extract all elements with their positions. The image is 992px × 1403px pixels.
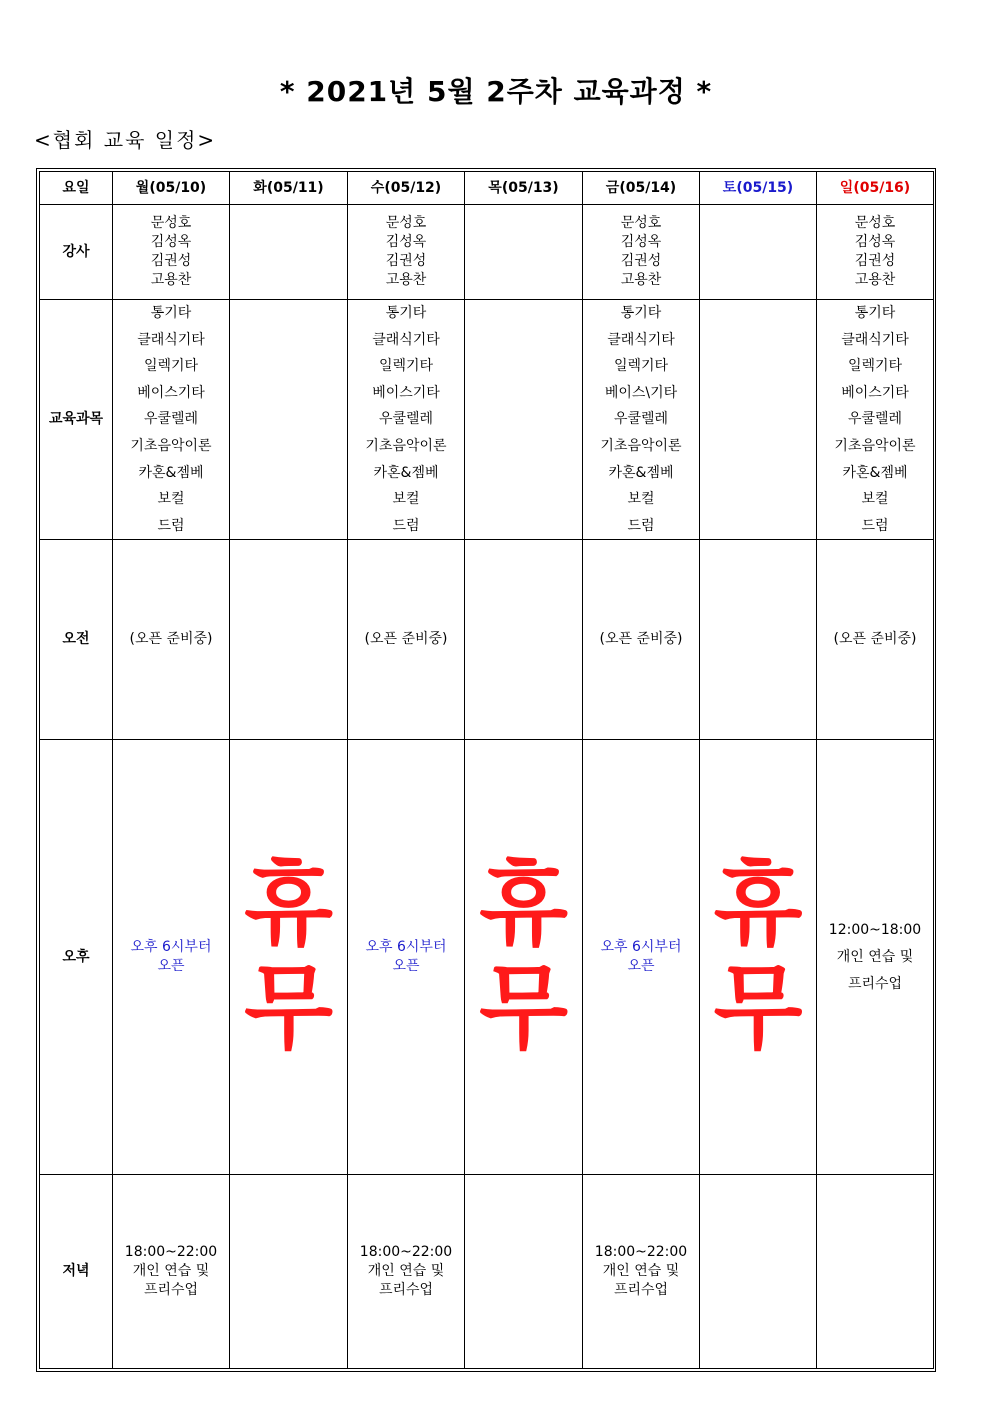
course-item: 우쿨렐레 (613, 411, 669, 428)
header-row (40, 172, 934, 205)
course-item: 베이스\기타 (604, 384, 678, 401)
course-item: 기초음악이론 (130, 437, 212, 454)
rest-char: 휴 (713, 851, 803, 959)
instructor-name: 문성호 (385, 215, 427, 231)
morning-sun: (오픈 준비중) (817, 540, 934, 740)
evening-row (40, 1175, 934, 1369)
afternoon-sat-rest (700, 740, 817, 1175)
evening-desc: 프리수업 (378, 1282, 434, 1299)
instructors-mon (113, 205, 230, 300)
instructor-name: 김성옥 (620, 234, 662, 250)
course-item: 우쿨렐레 (143, 411, 199, 428)
afternoon-sun (817, 740, 934, 1175)
instructor-name: 문성호 (620, 215, 662, 231)
course-item: 베이스기타 (372, 384, 440, 401)
instructors-row (40, 205, 934, 300)
afternoon-thu-rest (465, 740, 583, 1175)
instructor-name: 고용찬 (620, 272, 662, 288)
day-fri: 금(05/14) (583, 172, 700, 205)
evening-fri (583, 1175, 700, 1369)
course-item: 클래식기타 (841, 331, 909, 348)
instructor-name: 문성호 (854, 215, 896, 231)
day-wed: 수(05/12) (348, 172, 465, 205)
day-sun: 일(05/16) (817, 172, 934, 205)
row-label-courses: 교육과목 (40, 300, 113, 540)
morning-sat (700, 540, 817, 740)
afternoon-wed (348, 740, 465, 1175)
header-label: 요일 (40, 172, 113, 205)
course-item: 보컬 (627, 491, 655, 508)
day-sat: 토(05/15) (700, 172, 817, 205)
instructor-name: 문성호 (150, 215, 192, 231)
course-item: 일렉기타 (143, 358, 199, 375)
instructor-name: 김권성 (150, 253, 192, 269)
rest-char: 무 (244, 955, 333, 1063)
rest-char: 무 (713, 955, 803, 1063)
courses-sun (817, 300, 934, 540)
afternoon-open-line: 오후 6시부터 (365, 939, 447, 956)
evening-time: 18:00~22:00 (124, 1244, 218, 1261)
course-item: 드럼 (392, 517, 420, 534)
instructors-sun (817, 205, 934, 300)
afternoon-mon (113, 740, 230, 1175)
afternoon-tue-rest (230, 740, 348, 1175)
course-item: 카혼&젬베 (373, 464, 439, 481)
instructor-name: 김권성 (385, 253, 427, 269)
course-item: 통기타 (385, 305, 427, 321)
rest-char: 무 (479, 955, 568, 1063)
course-item: 일렉기타 (378, 358, 434, 375)
course-item: 드럼 (627, 517, 655, 534)
course-item: 기초음악이론 (600, 437, 682, 454)
sunday-desc: 개인 연습 및 (836, 948, 914, 965)
day-tue: 화(05/11) (230, 172, 348, 205)
row-label-evening: 저녁 (40, 1175, 113, 1369)
course-item: 클래식기타 (137, 331, 205, 348)
day-mon: 월(05/10) (113, 172, 230, 205)
instructors-tue (230, 205, 348, 300)
courses-mon (113, 300, 230, 540)
sunday-desc: 프리수업 (847, 975, 903, 992)
courses-thu (465, 300, 583, 540)
evening-wed (348, 1175, 465, 1369)
course-item: 통기타 (150, 305, 192, 321)
row-label-afternoon: 오후 (40, 740, 113, 1175)
course-item: 베이스기타 (137, 384, 205, 401)
evening-desc: 프리수업 (613, 1282, 669, 1299)
afternoon-open-line: 오픈 (392, 958, 420, 975)
evening-thu (465, 1175, 583, 1369)
courses-sat (700, 300, 817, 540)
evening-time: 18:00~22:00 (359, 1244, 453, 1261)
rest-char: 휴 (244, 851, 333, 959)
courses-wed (348, 300, 465, 540)
instructor-name: 김성옥 (385, 234, 427, 250)
page-title: * 2021년 5월 2주차 교육과정 * (279, 75, 713, 108)
course-item: 클래식기타 (607, 331, 675, 348)
evening-tue (230, 1175, 348, 1369)
day-thu: 목(05/13) (465, 172, 583, 205)
course-item: 클래식기타 (372, 331, 440, 348)
sunday-time: 12:00~18:00 (828, 921, 922, 938)
course-item: 기초음악이론 (365, 437, 447, 454)
course-item: 카혼&젬베 (608, 464, 674, 481)
afternoon-open-line: 오픈 (627, 958, 655, 975)
instructor-name: 김성옥 (150, 234, 192, 250)
courses-tue (230, 300, 348, 540)
course-item: 보컬 (392, 491, 420, 508)
section-subtitle: <협회 교육 일정> (34, 128, 217, 152)
course-item: 일렉기타 (613, 358, 669, 375)
row-label-instructors: 강사 (40, 205, 113, 300)
instructor-name: 김권성 (620, 253, 662, 269)
evening-sat (700, 1175, 817, 1369)
courses-fri (583, 300, 700, 540)
evening-desc: 개인 연습 및 (132, 1263, 210, 1280)
morning-mon: (오픈 준비중) (113, 540, 230, 740)
instructor-name: 김성옥 (854, 234, 896, 250)
courses-row (40, 300, 934, 540)
instructors-sat (700, 205, 817, 300)
instructors-wed (348, 205, 465, 300)
evening-mon (113, 1175, 230, 1369)
afternoon-row (40, 740, 934, 1175)
rest-char: 휴 (479, 851, 568, 959)
morning-row (40, 540, 934, 740)
afternoon-fri (583, 740, 700, 1175)
instructor-name: 고용찬 (385, 272, 427, 288)
course-item: 베이스기타 (841, 384, 909, 401)
morning-fri: (오픈 준비중) (583, 540, 700, 740)
instructors-thu (465, 205, 583, 300)
evening-desc: 개인 연습 및 (602, 1263, 680, 1280)
schedule-table (39, 171, 934, 1369)
morning-tue (230, 540, 348, 740)
course-item: 기초음악이론 (834, 437, 916, 454)
instructor-name: 김권성 (854, 253, 896, 269)
afternoon-open-line: 오후 6시부터 (600, 939, 682, 956)
afternoon-open-line: 오픈 (157, 958, 185, 975)
course-item: 보컬 (861, 491, 889, 508)
row-label-morning: 오전 (40, 540, 113, 740)
course-item: 우쿨렐레 (378, 411, 434, 428)
course-item: 일렉기타 (847, 358, 903, 375)
evening-time: 18:00~22:00 (594, 1244, 688, 1261)
course-item: 우쿨렐레 (847, 411, 903, 428)
course-item: 드럼 (157, 517, 185, 534)
course-item: 통기타 (620, 305, 662, 321)
morning-thu (465, 540, 583, 740)
instructor-name: 고용찬 (854, 272, 896, 288)
instructors-fri (583, 205, 700, 300)
instructor-name: 고용찬 (150, 272, 192, 288)
evening-desc: 프리수업 (143, 1282, 199, 1299)
evening-sun (817, 1175, 934, 1369)
afternoon-open-line: 오후 6시부터 (130, 939, 212, 956)
course-item: 보컬 (157, 491, 185, 508)
course-item: 통기타 (854, 305, 896, 321)
course-item: 카혼&젬베 (138, 464, 204, 481)
course-item: 카혼&젬베 (842, 464, 908, 481)
course-item: 드럼 (861, 517, 889, 534)
morning-wed: (오픈 준비중) (348, 540, 465, 740)
evening-desc: 개인 연습 및 (367, 1263, 445, 1280)
